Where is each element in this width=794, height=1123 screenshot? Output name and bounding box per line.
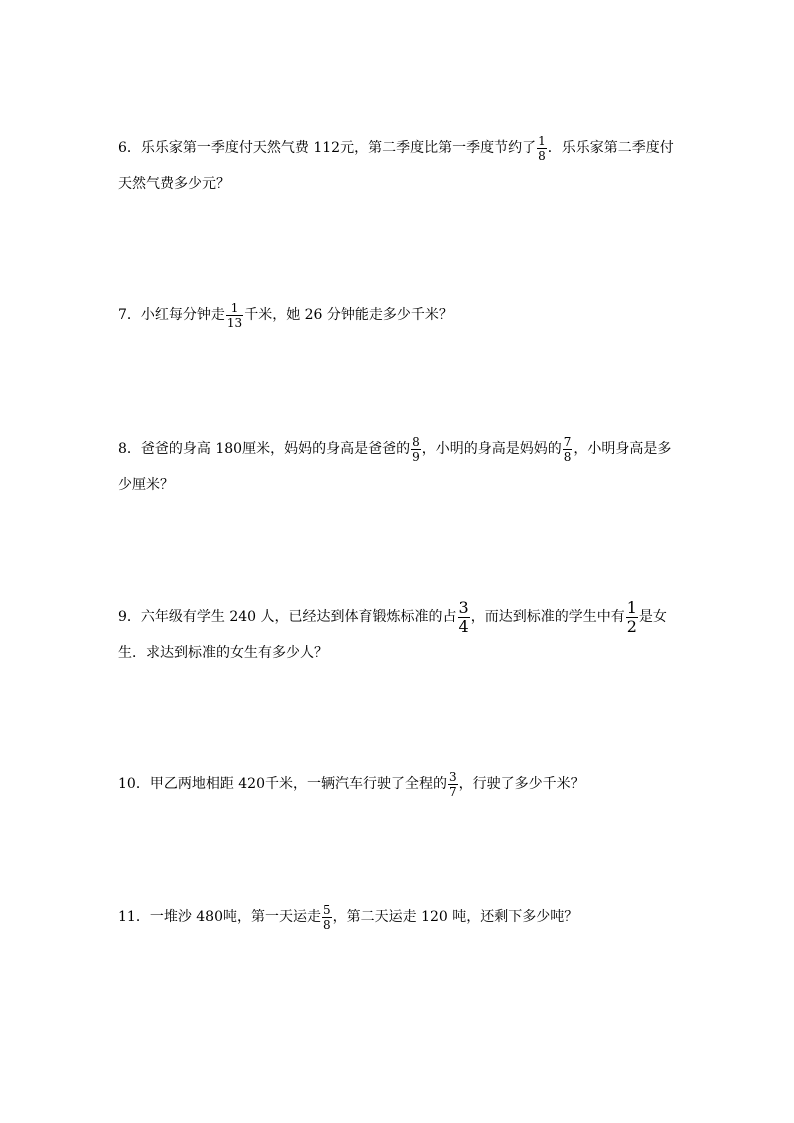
fraction xyxy=(448,771,458,798)
question-line xyxy=(118,166,688,202)
question-text: 天然气费多少元？ xyxy=(118,176,230,192)
fraction-denominator: 8 xyxy=(323,917,331,932)
fraction xyxy=(563,436,573,463)
fraction-numerator: 1 xyxy=(230,300,239,315)
question-text: 8．爸爸的身高 180厘米，妈妈的身高是爸爸的 xyxy=(118,441,411,457)
question-text: 7．小红每分钟走 xyxy=(118,307,225,323)
fraction-denominator: 8 xyxy=(538,148,546,163)
fraction xyxy=(411,436,421,463)
fraction-denominator: 9 xyxy=(412,449,420,464)
question-text: ，行驶了多少千米？ xyxy=(458,776,585,792)
question-text: ，小明身高是多 xyxy=(573,441,672,457)
fraction xyxy=(226,302,243,329)
question-text: 少厘米？ xyxy=(118,477,174,493)
question-text: ，第二天运走 120 吨，还剩下多少吨？ xyxy=(332,909,579,925)
question-text: 生．求达到标准的女生有多少人？ xyxy=(118,645,328,661)
question-line xyxy=(118,130,688,166)
question-11 xyxy=(118,899,688,935)
fraction xyxy=(626,597,638,636)
question-text: 10．甲乙两地相距 420千米，一辆汽车行驶了全程的 xyxy=(118,776,447,792)
question-text: ，而达到标准的学生中有 xyxy=(470,609,625,625)
fraction xyxy=(537,135,547,162)
question-line xyxy=(118,467,688,503)
question-10 xyxy=(118,766,688,802)
question-text: 6．乐乐家第一季度付天然气费 112元，第二季度比第一季度节约了 xyxy=(118,140,537,156)
question-line xyxy=(118,766,688,802)
fraction-numerator: 1 xyxy=(538,133,546,148)
fraction-numerator: 1 xyxy=(626,597,637,617)
fraction-denominator: 7 xyxy=(449,784,457,799)
question-text: 是女 xyxy=(638,609,667,625)
fraction xyxy=(322,904,332,931)
fraction-denominator: 2 xyxy=(626,616,637,636)
question-line xyxy=(118,431,688,467)
fraction-denominator: 13 xyxy=(226,315,243,330)
fraction-numerator: 8 xyxy=(412,434,420,449)
question-text: ．乐乐家第二季度付 xyxy=(547,140,674,156)
question-text: 9．六年级有学生 240 人，已经达到体育锻炼标准的占 xyxy=(118,609,457,625)
question-line xyxy=(118,635,688,671)
question-text: 11．一堆沙 480吨，第一天运走 xyxy=(118,909,321,925)
fraction xyxy=(458,597,470,636)
question-line xyxy=(118,297,688,333)
fraction-numerator: 3 xyxy=(449,769,457,784)
question-9 xyxy=(118,599,688,671)
fraction-numerator: 5 xyxy=(323,902,331,917)
question-6 xyxy=(118,130,688,202)
question-line xyxy=(118,599,688,635)
fraction-denominator: 8 xyxy=(563,449,572,464)
fraction-numerator: 3 xyxy=(458,597,469,617)
fraction-numerator: 7 xyxy=(563,434,572,449)
fraction-denominator: 4 xyxy=(458,616,469,636)
question-text: 千米，她 26 分钟能走多少千米？ xyxy=(244,307,453,323)
question-7 xyxy=(118,297,688,333)
question-text: ，小明的身高是妈妈的 xyxy=(421,441,562,457)
question-8 xyxy=(118,431,688,503)
question-line xyxy=(118,899,688,935)
